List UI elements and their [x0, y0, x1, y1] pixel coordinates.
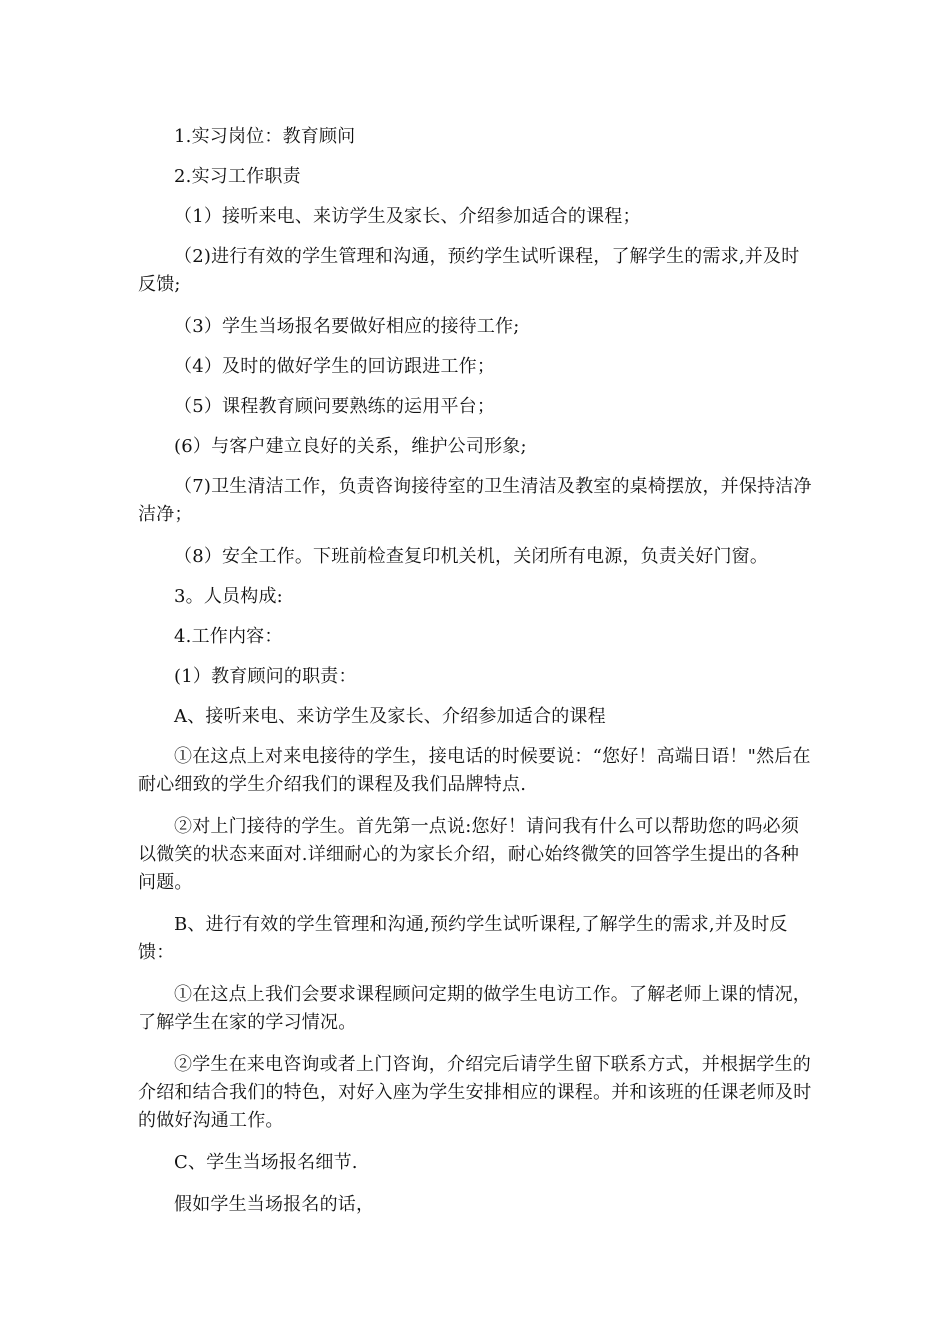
paragraph-section-b: B、进行有效的学生管理和沟通,预约学生试听课程,了解学生的需求,并及时反馈：: [138, 914, 788, 963]
document-body: [138, 123, 812, 1219]
paragraph-b-item-1: ①在这点上我们会要求课程顾问定期的做学生电访工作。了解老师上课的情况，了解学生在家的学习情况。: [138, 984, 811, 1033]
paragraph-duty-8: （8）安全工作。下班前检查复印机关机，关闭所有电源，负责关好门窗。: [174, 546, 769, 567]
paragraph-duties-heading: 2.实习工作职责: [174, 166, 301, 187]
paragraph-duty-5: （5）课程教育顾问要熟练的运用平台；: [174, 396, 496, 417]
paragraph-a-item-2: ②对上门接待的学生。首先第一点说:您好！请问我有什么可以帮助您的吗必须以微笑的状态来面对.详细耐心的为家长介绍，耐心始终微笑的回答学生提出的各种问题。: [138, 816, 800, 893]
paragraph-duty-7: （7)卫生清洁工作，负责咨询接待室的卫生清洁及教室的桌椅摆放，并保持洁净洁净；: [138, 476, 812, 525]
paragraph-work-content-heading: 4.工作内容：: [174, 626, 283, 647]
paragraph-a-item-1: ①在这点上对来电接待的学生，接电话的时候要说：“您好！高端日语！"然后在耐心细致的学生介绍我们的课程及我们品牌特点.: [138, 746, 811, 795]
paragraph-b-item-2: ②学生在来电咨询或者上门咨询，介绍完后请学生留下联系方式，并根据学生的介绍和结合我们的特色，对好入座为学生安排相应的课程。并和该班的任课老师及时的做好沟通工作。: [138, 1054, 812, 1131]
paragraph-duty-3: （3）学生当场报名要做好相应的接待工作;: [174, 316, 520, 337]
paragraph-duty-1: （1）接听来电、来访学生及家长、介绍参加适合的课程；: [174, 206, 641, 227]
paragraph-consultant-duties-heading: (1）教育顾问的职责：: [174, 666, 357, 687]
paragraph-duty-6: (6）与客户建立良好的关系，维护公司形象;: [174, 436, 527, 457]
paragraph-internship-position: 1.实习岗位：教育顾问: [174, 126, 356, 147]
paragraph-section-c: C、学生当场报名细节.: [174, 1152, 358, 1173]
paragraph-c-item-1: 假如学生当场报名的话，: [174, 1194, 375, 1215]
paragraph-staffing-heading: 3。人员构成:: [174, 586, 283, 607]
paragraph-duty-4: （4）及时的做好学生的回访跟进工作；: [174, 356, 496, 377]
paragraph-duty-2: （2)进行有效的学生管理和沟通，预约学生试听课程，了解学生的需求,并及时反馈;: [138, 246, 800, 295]
paragraph-section-a: A、接听来电、来访学生及家长、介绍参加适合的课程: [174, 706, 606, 727]
